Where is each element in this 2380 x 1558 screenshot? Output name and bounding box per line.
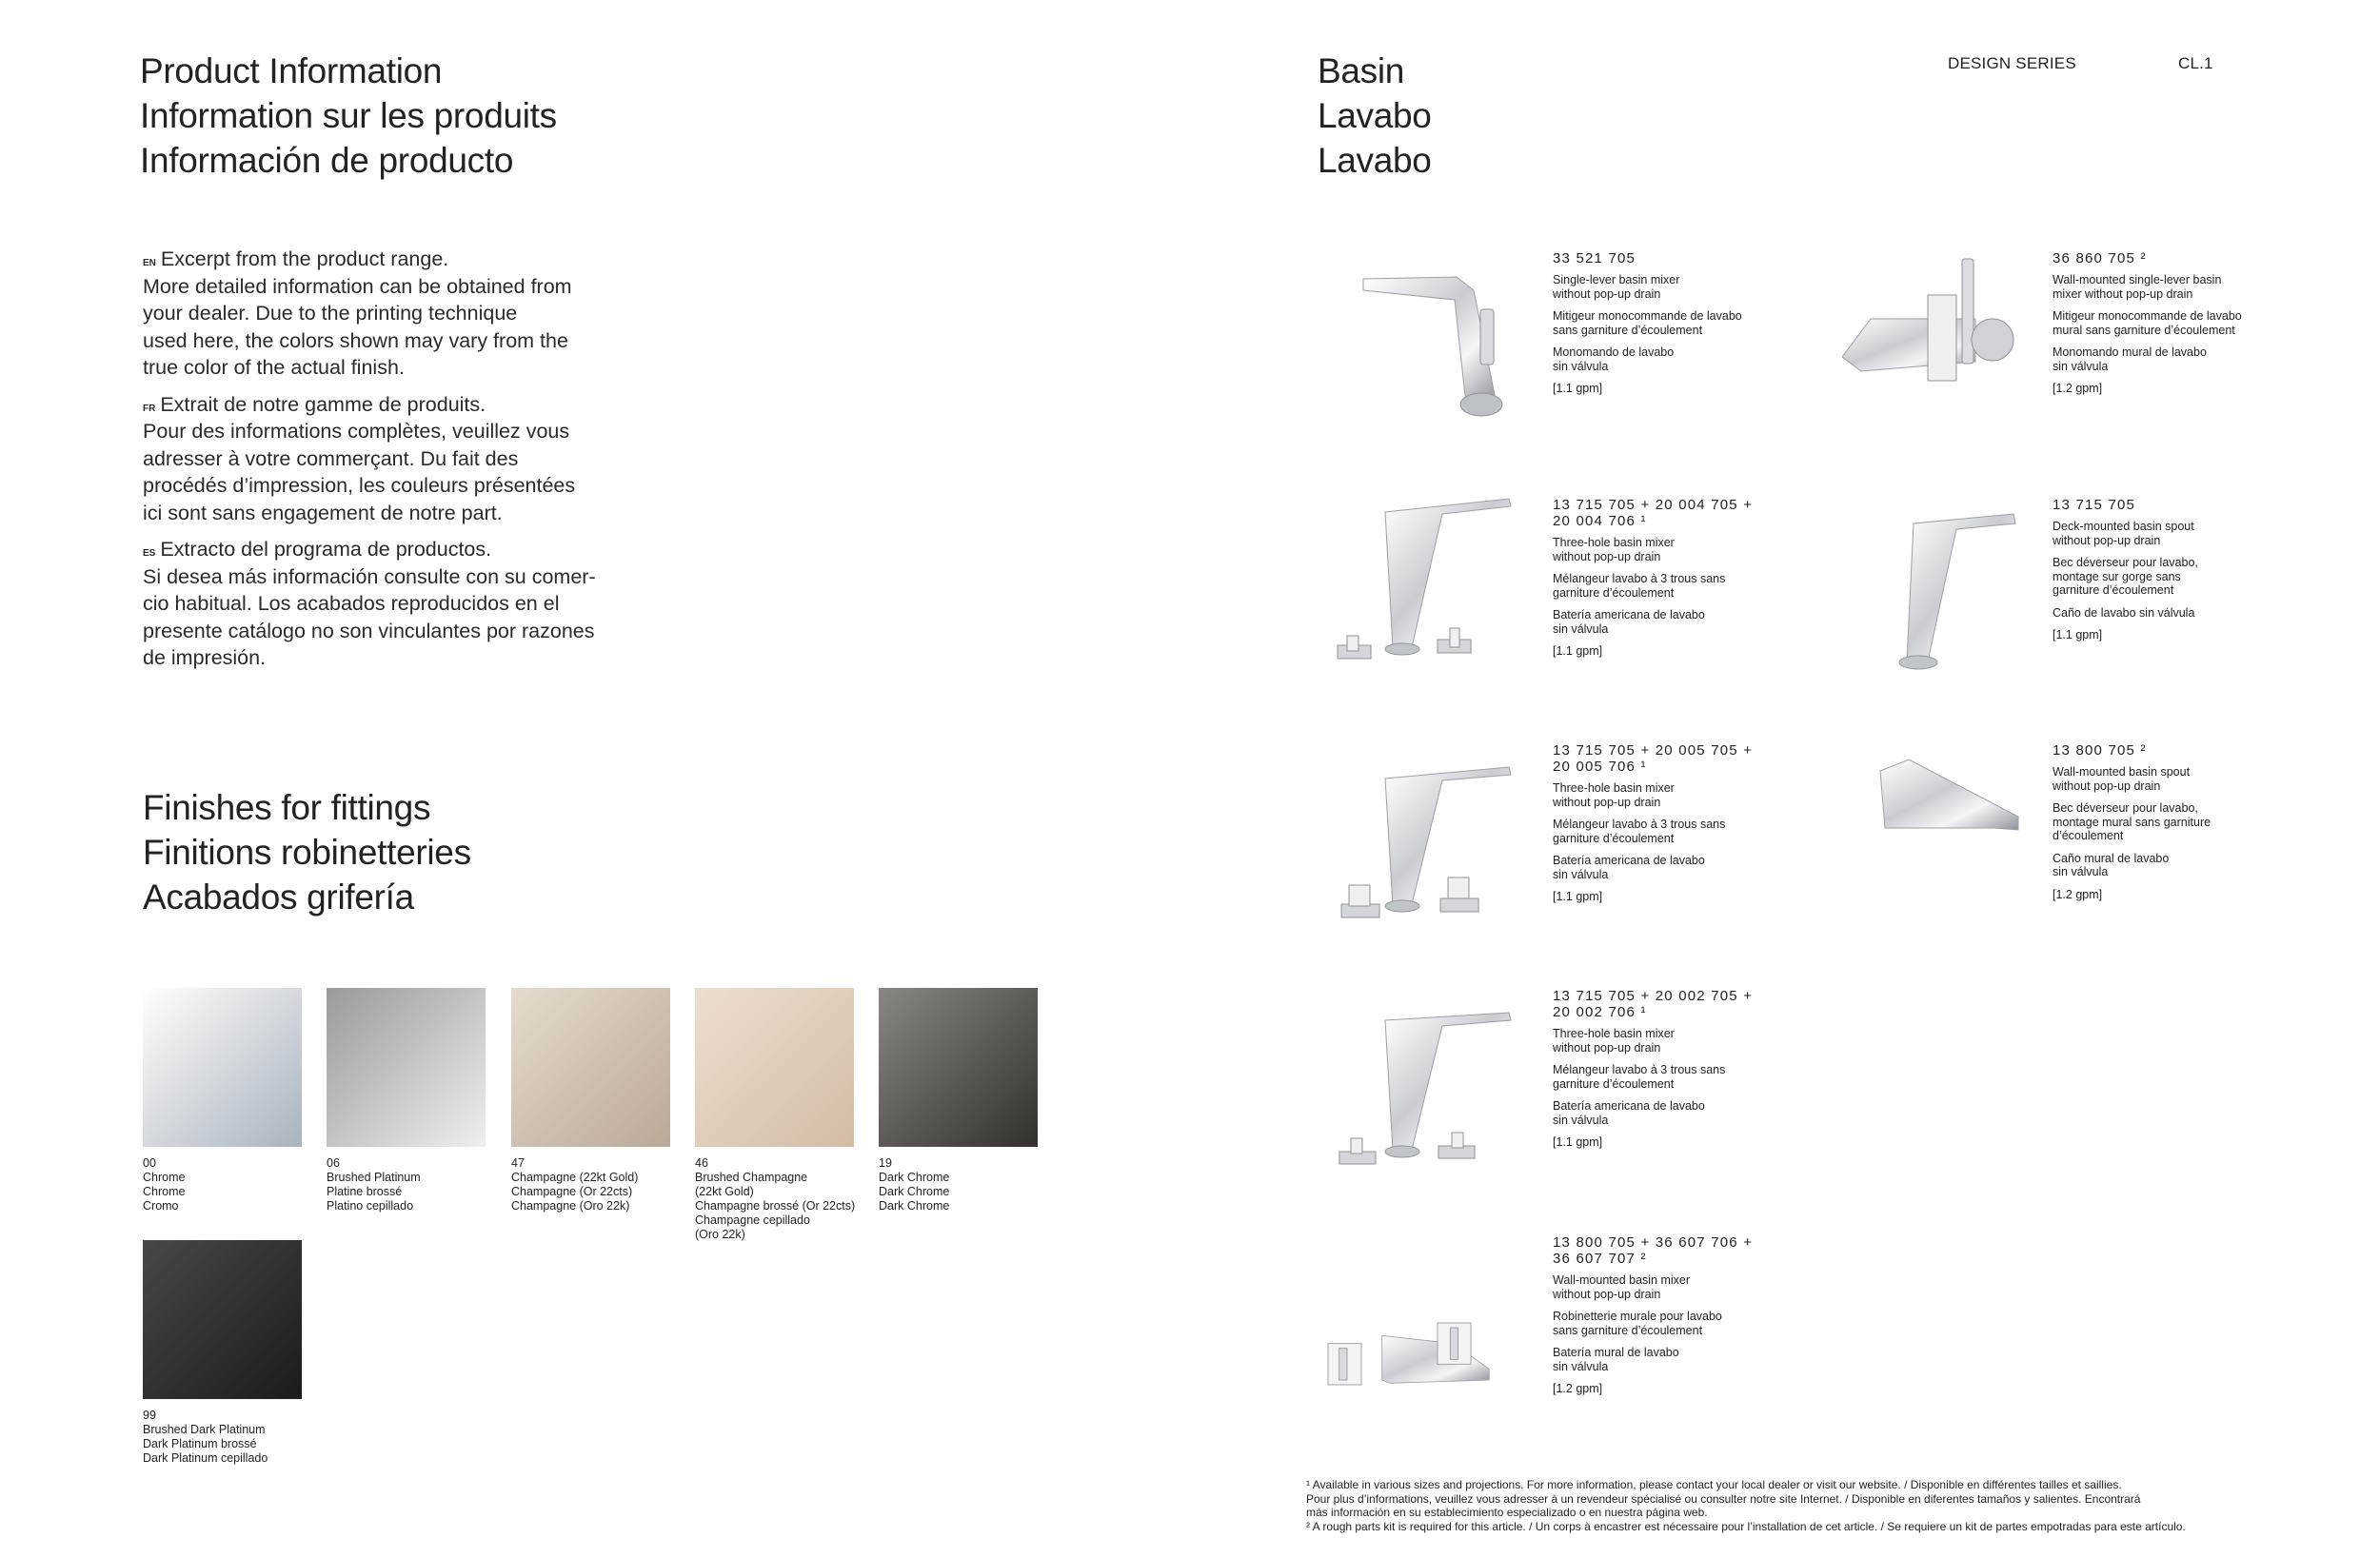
swatch-label [695, 1156, 866, 1242]
basin-title-en: Basin [1318, 51, 1405, 90]
swatch-code: 46 [695, 1156, 708, 1170]
intro-line: ici sont sans engagement de notre part. [143, 501, 503, 524]
swatch-label [143, 1156, 314, 1213]
swatch-name: Dark Platinum cepillado [143, 1451, 268, 1465]
product-desc: Wall-mounted basin mixer without pop-up drain [1553, 1273, 1691, 1301]
product-desc: Batería mural de lavabo sin válvula [1553, 1346, 1679, 1373]
product-desc: Batería americana de lavabo sin válvula [1553, 854, 1705, 881]
swatch-brushed-champagne [695, 988, 854, 1147]
product-flow: [1.1 gpm] [1553, 644, 1603, 658]
intro-es [143, 536, 638, 672]
three-hole-mixer-cross-icon [1328, 733, 1518, 923]
intro-line: Extrait de notre gamme de produits. [160, 392, 486, 416]
product-flow: [1.1 gpm] [2053, 628, 2103, 641]
single-lever-mixer-icon [1352, 252, 1542, 443]
product-code: 13 715 705 [2053, 497, 2136, 513]
lang-tag-en: EN [143, 258, 156, 268]
intro-line: More detailed information can be obtained from [143, 274, 572, 298]
intro-line: cio habitual. Los acabados reproducidos en el [143, 592, 560, 615]
intro-line: adresser à votre commerçant. Du fait des [143, 446, 519, 470]
product-card [1553, 1234, 1772, 1405]
swatch-name: Brushed Dark Platinum [143, 1423, 266, 1436]
swatch-code: 19 [879, 1156, 892, 1170]
finish-swatch-06 [327, 988, 498, 1213]
footnote-1-cont: Pour plus d’informations, veuillez vous adresser à un revendeur spécialisé ou consulter notre site Internet. / Disponible en diferentes tamaños y salientes. Encontrará [1306, 1491, 2141, 1506]
lang-tag-fr: FR [143, 403, 156, 414]
swatch-label [327, 1156, 498, 1213]
product-card [2053, 742, 2271, 910]
swatch-code: 06 [327, 1156, 340, 1170]
product-flow: [1.2 gpm] [1553, 1382, 1603, 1395]
swatch-champagne [511, 988, 670, 1147]
swatch-name: (22kt Gold) [695, 1185, 754, 1198]
intro-line: Extracto del programa de productos. [160, 538, 492, 561]
wall-single-lever-mixer-icon [1833, 247, 2023, 438]
product-desc: Three-hole basin mixer without pop-up drain [1553, 1027, 1675, 1055]
swatch-name: Champagne brossé (Or 22cts) [695, 1199, 856, 1213]
product-code: 33 521 705 [1553, 250, 1636, 266]
product-desc: Wall-mounted basin spout without pop-up drain [2053, 765, 2191, 793]
swatch-name: Chrome [143, 1185, 186, 1198]
finish-swatch-99 [143, 1240, 314, 1466]
finish-swatch-47 [511, 988, 683, 1213]
swatch-name: Cromo [143, 1199, 179, 1213]
swatch-label [143, 1409, 314, 1466]
product-desc: Mélangeur lavabo à 3 trous sans garniture d’écoulement [1553, 572, 1726, 600]
swatch-name: Dark Chrome [879, 1171, 950, 1184]
product-card [2053, 250, 2271, 404]
swatch-name: Dark Chrome [879, 1199, 950, 1213]
product-code: 13 800 705 ² [2053, 742, 2147, 759]
swatch-code: 00 [143, 1156, 156, 1170]
intro-line: Si desea más información consulte con su comer- [143, 564, 596, 588]
finishes-title-fr: Finitions robinetteries [143, 833, 471, 872]
product-desc: Batería americana de lavabo sin válvula [1553, 608, 1705, 636]
finish-swatch-19 [879, 988, 1050, 1213]
swatch-name: Platine brossé [327, 1185, 403, 1198]
design-series-label: DESIGN SERIES [1948, 54, 2076, 72]
finish-swatch-46 [695, 988, 866, 1242]
product-desc: Monomando de lavabo sin válvula [1553, 345, 1675, 373]
swatch-brushed-platinum [327, 988, 486, 1147]
product-desc: Caño mural de lavabo sin válvula [2053, 851, 2170, 878]
finishes-title-es: Acabados grifería [143, 878, 414, 917]
intro-line: procédés d’impression, les couleurs présentées [143, 474, 576, 497]
product-code: 13 715 705 + 20 004 705 + 20 004 706 ¹ [1553, 497, 1754, 529]
swatch-chrome [143, 988, 302, 1147]
product-desc: Three-hole basin mixer without pop-up drain [1553, 781, 1675, 809]
three-hole-mixer-lever-icon [1328, 980, 1518, 1171]
product-desc: Single-lever basin mixer without pop-up drain [1553, 273, 1680, 301]
product-flow: [1.1 gpm] [1553, 1135, 1603, 1149]
product-desc: Bec déverseur pour lavabo, montage sur gorge sans garniture d’écoulement [2053, 556, 2198, 597]
intro-line: Excerpt from the product range. [160, 247, 449, 270]
product-desc: Mélangeur lavabo à 3 trous sans garniture d’écoulement [1553, 818, 1726, 845]
product-desc: Deck-mounted basin spout without pop-up drain [2053, 520, 2194, 547]
swatch-name: (Oro 22k) [695, 1228, 745, 1241]
product-card [1553, 742, 1772, 913]
deck-spout-icon [1880, 485, 2071, 676]
title-line-fr: Information sur les produits [140, 96, 557, 135]
intro-line: de impresión. [143, 646, 267, 669]
footnotes [1306, 1478, 2363, 1533]
product-desc: Mélangeur lavabo à 3 trous sans garniture d’écoulement [1553, 1063, 1726, 1091]
swatch-dark-chrome [879, 988, 1038, 1147]
product-desc: Mitigeur monocommande de lavabo sans garniture d’écoulement [1553, 309, 1742, 337]
lang-tag-es: ES [143, 548, 156, 559]
footnote-1: ¹ Available in various sizes and projections. For more information, please contact your local dealer or visit our website. / Disponible en différentes tailles et saillies. [1306, 1478, 2122, 1491]
finishes-title [143, 785, 471, 919]
product-code: 13 715 705 + 20 002 705 + 20 002 706 ¹ [1553, 988, 1754, 1020]
product-information-title [140, 49, 557, 183]
intro-text [143, 246, 638, 681]
intro-line: true color of the actual finish. [143, 356, 405, 379]
product-card [1553, 250, 1772, 404]
product-desc: Robinetterie murale pour lavabo sans garniture d’écoulement [1553, 1310, 1722, 1337]
intro-fr [143, 391, 638, 527]
product-flow: [1.1 gpm] [1553, 890, 1603, 903]
basin-title-fr: Lavabo [1318, 96, 1432, 135]
product-code: 13 800 705 + 36 607 706 + 36 607 707 ² [1553, 1234, 1754, 1267]
product-flow: [1.2 gpm] [2053, 382, 2103, 395]
swatch-name: Champagne cepillado [695, 1213, 810, 1227]
product-desc: Monomando mural de lavabo sin válvula [2053, 345, 2207, 373]
title-line-es: Información de producto [140, 141, 514, 180]
product-code: 13 715 705 + 20 005 705 + 20 005 706 ¹ [1553, 742, 1754, 775]
swatch-name: Champagne (Oro 22k) [511, 1199, 630, 1213]
footnote-1-cont: más información en su establecimiento especializado o en nuestra página web. [1306, 1506, 1708, 1519]
swatch-name: Brushed Platinum [327, 1171, 421, 1184]
product-flow: [1.1 gpm] [1553, 382, 1603, 395]
finishes-title-en: Finishes for fittings [143, 788, 431, 827]
swatch-name: Platino cepillado [327, 1199, 414, 1213]
product-desc: Caño de lavabo sin válvula [2053, 605, 2195, 620]
product-desc: Mitigeur monocommande de lavabo mural sans garniture d’écoulement [2053, 309, 2242, 337]
product-flow: [1.2 gpm] [2053, 887, 2103, 901]
swatch-brushed-dark-platinum [143, 1240, 302, 1399]
swatch-name: Chrome [143, 1171, 186, 1184]
three-hole-mixer-icon [1328, 485, 1518, 676]
swatch-name: Dark Chrome [879, 1185, 950, 1198]
intro-line: used here, the colors shown may vary from the [143, 328, 568, 352]
swatch-name: Dark Platinum brossé [143, 1437, 257, 1450]
basin-title-es: Lavabo [1318, 141, 1432, 180]
swatch-name: Brushed Champagne [695, 1171, 808, 1184]
product-desc: Wall-mounted single-lever basin mixer without pop-up drain [2053, 273, 2222, 301]
product-card [2053, 497, 2271, 651]
product-desc: Bec déverseur pour lavabo, montage mural sans garniture d’écoulement [2053, 801, 2211, 842]
intro-line: your dealer. Due to the printing technique [143, 302, 518, 325]
product-card [1553, 497, 1772, 667]
wall-mixer-set-icon [1319, 1256, 1509, 1447]
finish-swatch-00 [143, 988, 314, 1213]
swatch-name: Champagne (Or 22cts) [511, 1185, 633, 1198]
title-line-en: Product Information [140, 51, 443, 90]
product-code: 36 860 705 ² [2053, 250, 2147, 266]
swatch-label [511, 1156, 683, 1213]
intro-line: Pour des informations complètes, veuillez vous [143, 420, 570, 443]
series-code: CL.1 [2178, 54, 2213, 72]
wall-spout-icon [1861, 733, 2052, 923]
basin-title [1318, 49, 1432, 183]
product-desc: Three-hole basin mixer without pop-up drain [1553, 536, 1675, 563]
intro-en [143, 246, 638, 382]
swatch-code: 99 [143, 1409, 156, 1422]
product-card [1553, 988, 1772, 1158]
swatch-name: Champagne (22kt Gold) [511, 1171, 639, 1184]
footnote-2: ² A rough parts kit is required for this article. / Un corps à encastrer est nécessaire pour l’installation de cet article. / Se requiere un kit de partes empotradas para este artículo. [1306, 1519, 2186, 1533]
intro-line: presente catálogo no son vinculantes por razones [143, 619, 595, 642]
swatch-label [879, 1156, 1050, 1213]
swatch-code: 47 [511, 1156, 525, 1170]
product-desc: Batería americana de lavabo sin válvula [1553, 1099, 1705, 1127]
